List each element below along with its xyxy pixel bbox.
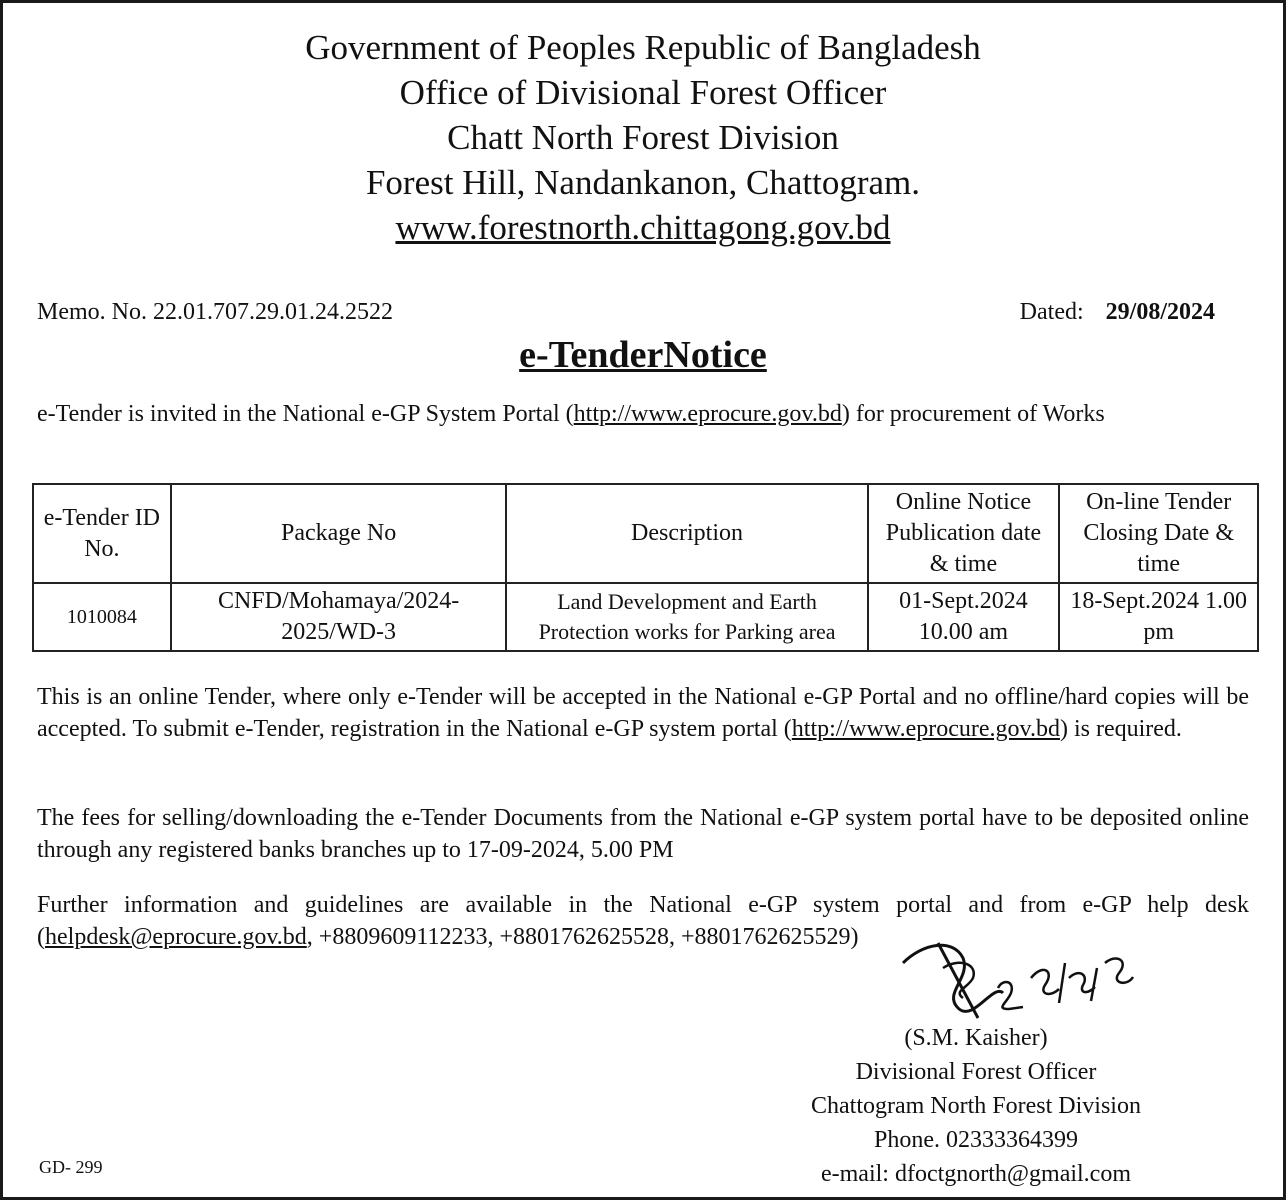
para1-text: This is an online Tender, where only e-Tender will be accepted in the National e-GP Portal and no offline/hard copies will be accepted. To submit e-Tender, registration in the National e-GP system portal ( — [37, 684, 1249, 742]
para3-text: Further information and guidelines are available in the National e-GP system portal and from e-GP help desk ( — [37, 892, 1249, 950]
eprocure-link-2[interactable]: http://www.eprocure.gov.bd — [791, 716, 1060, 742]
intro-text-end: ) for procurement of Works — [841, 401, 1105, 427]
helpdesk-email-link[interactable]: helpdesk@eprocure.gov.bd — [45, 924, 307, 950]
cell-description: Land Development and Earth Protection works for Parking area — [506, 583, 867, 651]
eprocure-link[interactable]: http://www.eprocure.gov.bd — [573, 401, 842, 427]
signatory-phone: Phone. 02333364399 — [874, 1127, 1078, 1153]
table-row — [33, 583, 1258, 651]
header-government: Government of Peoples Republic of Bangladesh — [305, 28, 981, 67]
online-tender-paragraph — [37, 681, 1249, 745]
dated-label: Dated: — [1019, 299, 1084, 325]
tender-table — [32, 483, 1259, 652]
signature-block — [3, 1021, 1286, 1191]
header-closing-date: On-line Tender Closing Date & time — [1059, 484, 1258, 583]
signatory-email[interactable]: e-mail: dfoctgnorth@gmail.com — [820, 1161, 1132, 1187]
para3-text-end: , +8809609112233, +8801762625528, +8801762625529) — [306, 924, 859, 950]
cell-package-no: CNFD/Mohamaya/2024-2025/WD-3 — [171, 583, 507, 651]
cell-tender-id: 1010084 — [33, 583, 171, 651]
header-description: Description — [506, 484, 867, 583]
header-package-no: Package No — [171, 484, 507, 583]
header-website-link[interactable]: www.forestnorth.chittagong.gov.bd — [395, 208, 891, 247]
header-office: Office of Divisional Forest Officer — [399, 73, 887, 112]
letterhead — [3, 25, 1283, 250]
gd-code: GD- 299 — [39, 1157, 103, 1177]
intro-paragraph — [37, 398, 1249, 430]
notice-title: e-TenderNotice — [519, 334, 767, 376]
intro-text: e-Tender is invited in the National e-GP System Portal ( — [37, 401, 574, 427]
cell-publication-date: 01-Sept.2024 10.00 am — [868, 583, 1060, 651]
header-tender-id: e-Tender ID No. — [33, 484, 171, 583]
header-publication-date: Online Notice Publication date & time — [868, 484, 1060, 583]
signatory-name: (S.M. Kaisher) — [904, 1025, 1048, 1051]
memo-number: Memo. No. 22.01.707.29.01.24.2522 — [37, 299, 393, 325]
handwritten-signature — [883, 923, 1143, 1033]
fees-paragraph: The fees for selling/downloading the e-Tender Documents from the National e-GP system portal have to be deposited online through any registered banks branches up to 17-09-2024, 5.00 PM — [37, 805, 1249, 863]
signatory-designation: Divisional Forest Officer — [855, 1059, 1097, 1085]
header-address: Forest Hill, Nandankanon, Chattogram. — [365, 163, 921, 202]
dated — [1020, 299, 1215, 326]
table-header-row — [33, 484, 1258, 583]
header-division: Chatt North Forest Division — [447, 118, 839, 157]
signatory-office: Chattogram North Forest Division — [811, 1093, 1141, 1119]
cell-closing-date: 18-Sept.2024 1.00 pm — [1059, 583, 1258, 651]
dated-value: 29/08/2024 — [1105, 299, 1215, 325]
para1-text-end: ) is required. — [1059, 716, 1182, 742]
